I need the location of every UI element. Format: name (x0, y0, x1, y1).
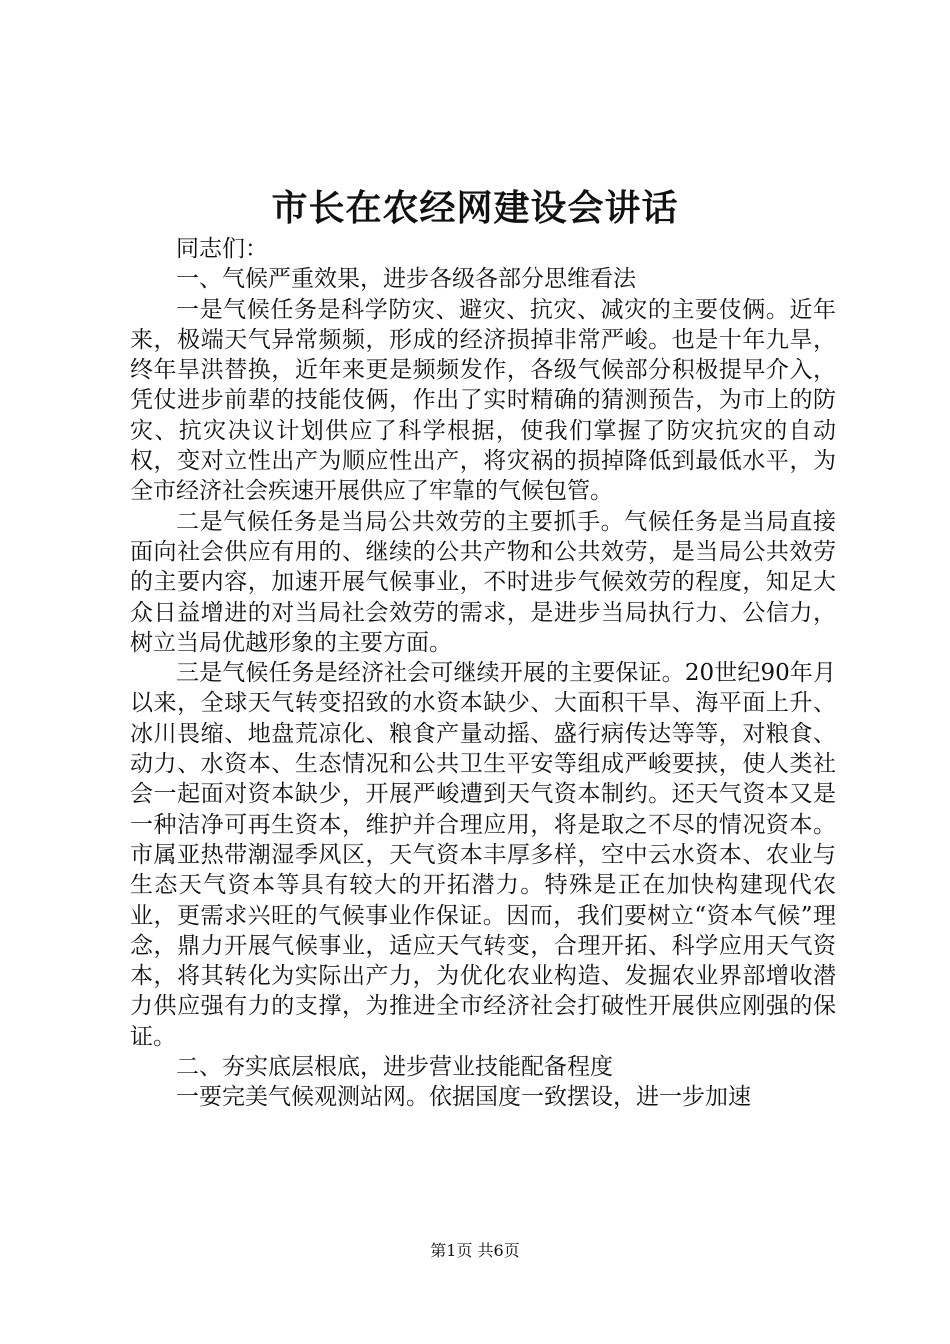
document-body (130, 234, 836, 1113)
document-title: 市长在农经网建设会讲话 (271, 187, 679, 229)
body-paragraph-3: 三是气候任务是经济社会可继续开展的主要保证。20世纪90年月以来，全球天气转变招致的水资本缺少、大面积干旱、海平面上升、冰川畏缩、地盘荒凉化、粮食产量动摇、盛行病传达等等，对粮食、动力、水资本、生态情况和公共卫生平安等组成严峻要挟，使人类社会一起面对资本缺少，开展严峻遭到天气资本制约。还天气资本又是一种洁净可再生资本，维护并合理应用，将是取之不尽的情况资本。市属亚热带潮湿季风区，天气资本丰厚多样，空中云水资本、农业与生态天气资本等具有较大的开拓潜力。特殊是正在加快构建现代农业，更需求兴旺的气候事业作保证。因而，我们要树立“资本气候”理念，鼎力开展气候事业，适应天气转变，合理开拓、科学应用天气资本，将其转化为实际出产力，为优化农业构造、发掘农业界部增收潜力供应强有力的支撑，为推进全市经济社会打破性开展供应刚强的保证。 (130, 660, 836, 1050)
section-heading-2: 二、夯实底层根底，进步营业技能配备程度 (176, 1054, 613, 1081)
body-paragraph-4: 一要完美气候观测站网。依据国度一致摆设，进一步加速 (176, 1084, 751, 1111)
body-paragraph-2: 二是气候任务是当局公共效劳的主要抓手。气候任务是当局直接面向社会供应有用的、继续的公共产物和公共效劳，是当局公共效劳的主要内容，加速开展气候事业，不时进步气候效劳的程度，知足大众日益增进的对当局社会效劳的需求，是进步当局执行力、公信力，树立当局优越形象的主要方面。 (130, 508, 836, 656)
body-paragraph-1: 一是气候任务是科学防灾、避灾、抗灾、减灾的主要伎俩。近年来，极端天气异常频频，形成的经济损掉非常严峻。也是十年九旱，终年旱洪替换，近年来更是频频发作，各级气候部分积极提早介入，凭仗进步前辈的技能伎俩，作出了实时精确的猜测预告，为市上的防灾、抗灾决议计划供应了科学根据，使我们掌握了防灾抗灾的自动权，变对立性出产为顺应性出产，将灾祸的损掉降低到最低水平，为全市经济社会疾速开展供应了牢靠的气候包管。 (130, 296, 836, 505)
page-number-footer: 第1页 共6页 (430, 1241, 520, 1260)
section-heading-1: 一、气候严重效果，进步各级各部分思维看法 (176, 266, 636, 293)
salutation-paragraph: 同志们： (176, 236, 268, 262)
